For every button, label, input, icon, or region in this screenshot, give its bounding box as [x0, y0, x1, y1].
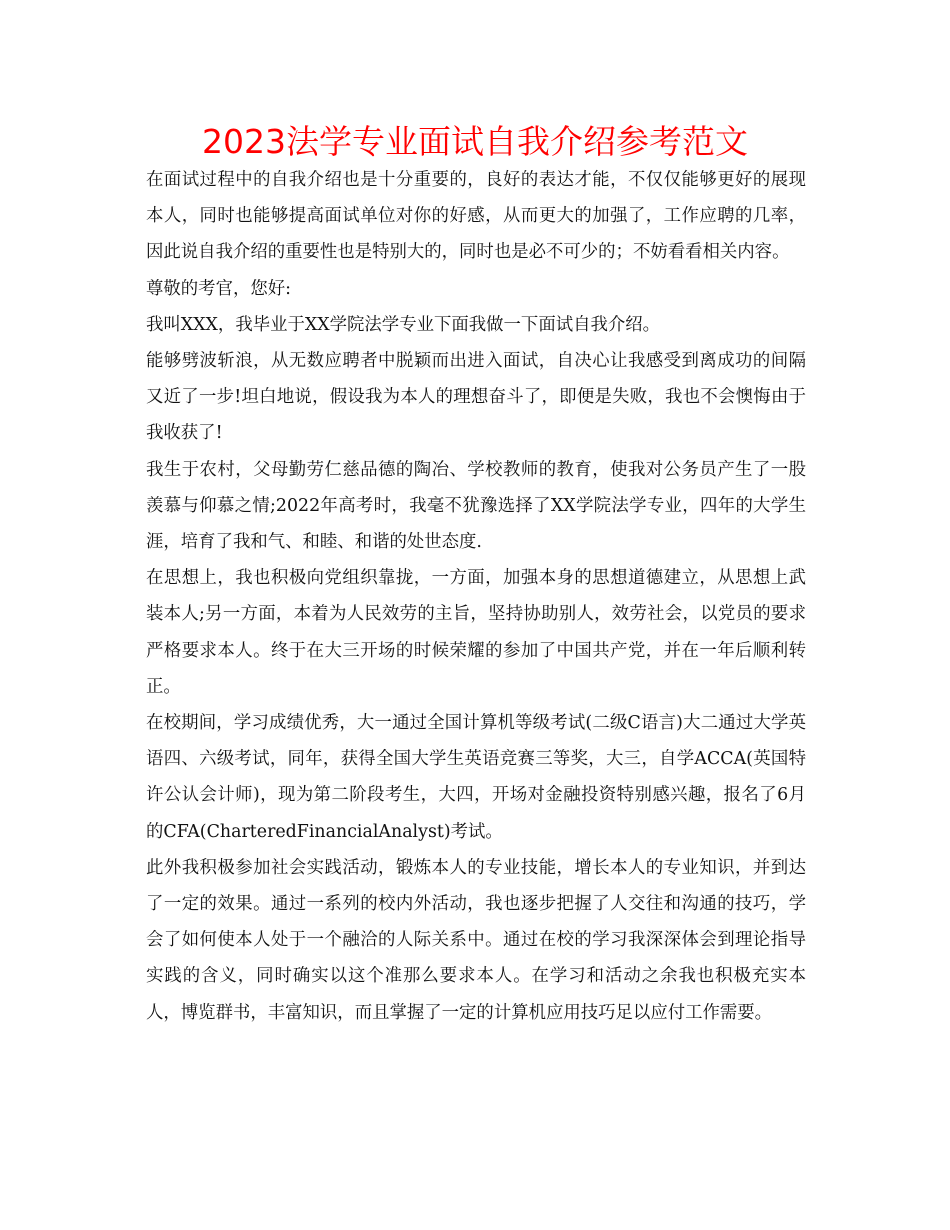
- document-body: [146, 162, 806, 1031]
- paragraph-greeting: 尊敬的考官，您好:: [146, 278, 291, 299]
- paragraph-study: 在校期间，学习成绩优秀，大一通过全国计算机等级考试(二级C语言)大二通过大学英语四、六级考试，同年，获得全国大学生英语竞赛三等奖，大三，自学ACCA(英国特许公认会计师)，现为第二阶段考生，大四，开场对金融投资特别感兴趣，报名了6月的CFA(CharteredFinancialAnalyst)考试。: [146, 713, 806, 842]
- document-title: 2023法学专业面试自我介绍参考范文: [202, 122, 748, 161]
- paragraph-practice: 此外我积极参加社会实践活动，锻炼本人的专业技能，增长本人的专业知识，并到达了一定的效果。通过一系列的校内外活动，我也逐步把握了人交往和沟通的技巧，学会了如何使本人处于一个融洽的人际关系中。通过在校的学习我深深体会到理论指导实践的含义，同时确实以这个准那么要求本人。在学习和活动之余我也积极充实本人，博览群书，丰富知识，而且掌握了一定的计算机应用技巧足以应付工作需要。: [146, 857, 806, 1023]
- paragraph-intro: 在面试过程中的自我介绍也是十分重要的，良好的表达才能，不仅仅能够更好的展现本人，同时也能够提高面试单位对你的好感，从而更大的加强了，工作应聘的几率，因此说自我介绍的重要性也是特别大的，同时也是必不可少的；不妨看看相关内容。: [146, 170, 806, 263]
- paragraph-ideology: 在思想上，我也积极向党组织靠拢，一方面，加强本身的思想道德建立，从思想上武装本人;另一方面，本着为人民效劳的主旨，坚持协助别人，效劳社会，以党员的要求严格要求本人。终于在大三开场的时候荣耀的参加了中国共产党，并在一年后顺利转正。: [146, 568, 806, 697]
- paragraph-background: 我生于农村，父母勤劳仁慈品德的陶冶、学校教师的教育，使我对公务员产生了一股羡慕与仰慕之情;2022年高考时，我毫不犹豫选择了XX学院法学专业，四年的大学生涯，培育了我和气、和睦、和谐的处世态度.: [146, 459, 806, 553]
- paragraph-interview: 能够劈波斩浪，从无数应聘者中脱颖而出进入面试，自决心让我感受到离成功的间隔又近了一步!坦白地说，假设我为本人的理想奋斗了，即便是失败，我也不会懊悔由于我收获了!: [146, 351, 806, 444]
- paragraph-self-name: 我叫XXX，我毕业于XX学院法学专业下面我做一下面试自我介绍。: [146, 314, 661, 335]
